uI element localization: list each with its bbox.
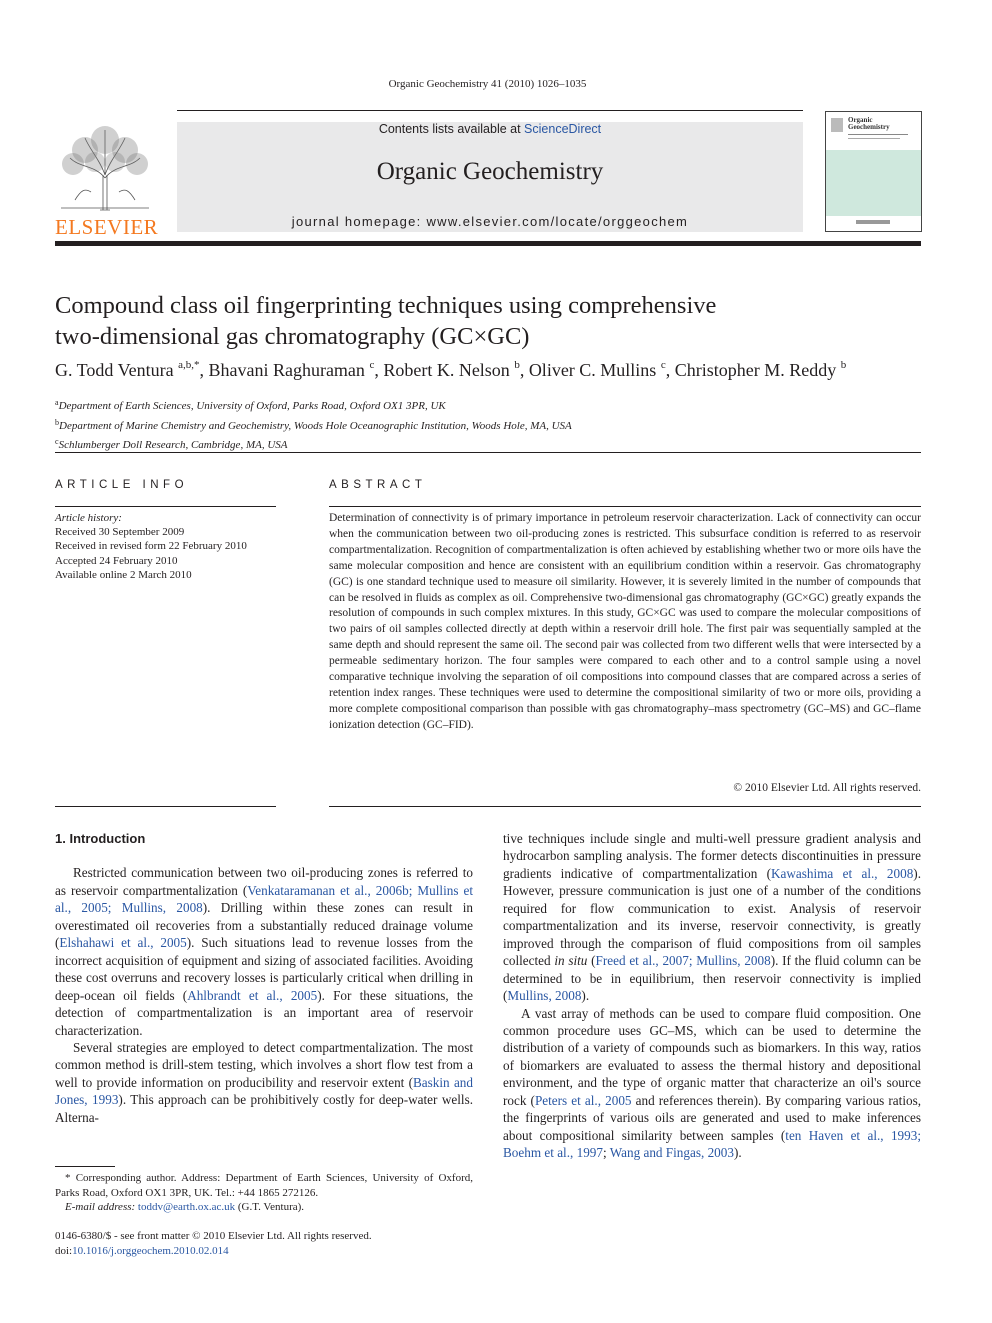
revised-date: Received in revised form 22 February 2010 [55, 540, 247, 553]
citation-link[interactable]: Kawashima et al., 2008 [771, 865, 914, 881]
body-left-column [55, 830, 473, 1126]
article-info-bottom-rule [55, 806, 276, 807]
author-list: G. Todd Ventura $^{a,b,*}$, Bhavani Raghuraman $^c$, Robert K. Nelson $^b$, Oliver C. Mullins $^c$, Christopher M. Reddy $^b$ [55, 359, 847, 380]
abstract-rule [329, 506, 921, 507]
author[interactable]: Bhavani Raghuraman $^c$ [208, 359, 375, 380]
author[interactable]: G. Todd Ventura $^{a,b,*}$ [55, 359, 200, 380]
affiliation: $^b$Department of Marine Chemistry and Geochemistry, Woods Hole Oceanographic Institution, Woods Hole, MA, USA [55, 417, 572, 432]
section-heading: 1. Introduction [55, 831, 146, 846]
paragraph: Several strategies are employed to detect compartmentalization. The most common method is drill-stem testing, which involves a short flow test from a well to provide information on producibility and reservoir extent (Baskin and Jones, 1993). This approach can be prohibitively costly for deep-water wells. Alterna- [55, 1039, 473, 1125]
abstract-text: Determination of connectivity is of primary importance in petroleum reservoir characterization. Lack of connectivity can occur when the communication between two oil-producing zones is restricted. This subsurface condition is referred to as reservoir compartmentalization. Recognition of compartmentalization is often achieved by establishing whether two or more oils have the same molecular composition and hence are consistent with an equilibrium condition within a reservoir. Gas chromatography (GC) is one standard technique used to measure oil similarity. However, it is severely limited in the number of compounds that can be resolved in fluids as complex as oil. Comprehensive two-dimensional gas chromatography (GC×GC) greatly expands the resolution of compounds in such complex mixtures. In this study, GC×GC was used to compare the molecular compositions of two pairs of oil samples collected directly at depth within a reservoir drill hole. The first pair was sequentially sampled at the same depth and should represent the same oil. The second pair was collected from two different wells that were intersected by a permeable sedimentary horizon. The four samples were compared to each other and to a control sample using a novel comparative technique involving the separation of oil compositions into compound classes that are compared across a series of retention index ranges. These techniques were used to determine the compositional similarity of two or more oils, providing a more complete compositional comparison than possible with gas chromatography–mass spectrometry (GC–MS) and GC–flame ionization detection (GC–FID). [329, 512, 921, 731]
article-info-heading: ARTICLE INFO [55, 479, 189, 491]
cover-green-panel [826, 150, 921, 216]
journal-citation: Organic Geochemistry 41 (2010) 1026–1035 [388, 78, 587, 90]
received-date: Received 30 September 2009 [55, 526, 185, 539]
citation-link[interactable]: Mullins, 2008 [507, 988, 582, 1004]
affiliations [55, 395, 921, 454]
article-history: Article history: Received 30 September 2009 Received in revised form 22 February 2010 Accepted 24 February 2010 Available online 2 March 2010 [55, 511, 276, 582]
paragraph: A vast array of methods can be used to compare fluid composition. One common procedure uses GC–MS, which can be used to determine the distribution of a variety of compounds such as biomarkers. In this way, ratios of biomarkers are evaluated to assess the thermal history and depositional environment, and the type of organic matter that characterize an oil's source rock (Peters et al., 2005 and references therein). By comparing various ratios, the fingerprints of various oils are generated and used to make inferences about compositional similarity between samples (ten Haven et al., 1993; Boehm et al., 1997; Wang and Fingas, 2003). [503, 1005, 922, 1161]
issn-doi: 0146-6380/$ - see front matter © 2010 Elsevier Ltd. All rights reserved. doi:10.1016/j.orggeochem.2010.02.014 [55, 1229, 473, 1258]
citation-link[interactable]: Peters et al., 2005 [534, 1092, 632, 1108]
affiliation: $^c$Schlumberger Doll Research, Cambridge, MA, USA [55, 437, 288, 451]
citation-link[interactable]: Ahlbrandt et al., 2005 [187, 987, 318, 1003]
header-top-rule [177, 110, 803, 111]
accepted-date: Accepted 24 February 2010 [55, 554, 178, 567]
journal-cover-thumbnail[interactable] [825, 111, 922, 232]
citation-link[interactable]: ten Haven et al., 1993; Boehm et al., 1997 [503, 1127, 921, 1161]
header-thick-rule [55, 241, 921, 246]
paragraph: tive techniques include single and multi-well pressure gradient analysis and hydrocarbon sampling analysis. The former detects discontinuities in pressure gradients indicative of compartmentalization (Kawashima et al., 2008). However, pressure communication is just one of a number of the conditions required for flow communication to exist. Analysis of reservoir compartmentalization and its inverse, reservoir connectivity, is greatly improved through the comparison of fluid compositions from oil samples collected in situ (Freed et al., 2007; Mullins, 2008). If the fluid column can be determined to be in equilibrium, then reservoir connectivity is implied (Mullins, 2008). [503, 831, 921, 1004]
footnote-rule [55, 1166, 115, 1167]
article-info-rule [55, 506, 276, 507]
journal-name: Organic Geochemistry [376, 158, 604, 185]
elsevier-wordmark: ELSEVIER [55, 215, 159, 239]
abstract-bottom-rule [329, 806, 921, 807]
paragraph: Restricted communication between two oil-producing zones is referred to as reservoir compartmentalization (Venkataramanan et al., 2006b; Mullins et al., 2005; Mullins, 2008). Drilling within these zones can result in overestimated oil recoveries from a substantially reduced drainage volume (Elshahawi et al., 2005). Such situations lead to revenue losses from the incorrect acquisition of equipment and sizing of associated facilities. Avoiding these cost overruns and recovery losses is particularly critical when drilling in deep-ocean oil fields (Ahlbrandt et al., 2005). For these situations, the detection of compartmentalization is an important area of reservoir characterization. [55, 865, 473, 1038]
citation-link[interactable]: Baskin and Jones, 1993 [55, 1074, 473, 1108]
author[interactable]: Robert K. Nelson $^b$ [383, 359, 520, 380]
elsevier-logo[interactable] [55, 120, 159, 239]
email-link[interactable]: toddv@earth.ox.ac.uk [137, 1201, 236, 1213]
elsevier-tree-icon [55, 120, 155, 212]
citation-link[interactable]: Wang and Fingas, 2003 [609, 1145, 734, 1161]
cover-publisher-mark [856, 220, 890, 224]
corresponding-footnote: * Corresponding author. Address: Department of Earth Sciences, University of Oxford, Parks Road, Oxford OX1 3PR, UK. Tel.: +44 1865 272126. E-mail address: toddv@earth.ox.ac.uk (G.T. Ventura). [55, 1172, 473, 1213]
citation-link[interactable]: Elshahawi et al., 2005 [59, 935, 187, 951]
contents-prefix: Contents lists available at [378, 122, 525, 136]
abstract-heading: ABSTRACT [329, 479, 427, 491]
cover-emblem-icon [831, 118, 843, 132]
journal-banner [177, 122, 803, 232]
citation-link[interactable]: Venkataramanan et al., 2006b; Mullins et al., 2005; Mullins, 2008 [55, 882, 473, 916]
author[interactable]: Christopher M. Reddy $^b$ [674, 359, 847, 380]
author[interactable]: Oliver C. Mullins $^c$ [528, 359, 666, 380]
article-title: Compound class oil fingerprinting techniques using comprehensive two-dimensional gas chromatography (GC×GC) [55, 292, 717, 350]
cover-title: Organic Geochemistry [848, 116, 890, 131]
contents-line [177, 122, 803, 136]
citation-link[interactable]: Freed et al., 2007; Mullins, 2008 [595, 953, 771, 969]
journal-homepage[interactable]: journal homepage: www.elsevier.com/locate/orggeochem [291, 214, 689, 229]
issn-line: 0146-6380/$ - see front matter © 2010 Elsevier Ltd. All rights reserved. [55, 1230, 372, 1242]
doi-link[interactable]: 10.1016/j.orggeochem.2010.02.014 [72, 1244, 229, 1257]
sciencedirect-link[interactable]: ScienceDirect [524, 122, 602, 136]
affiliation: $^a$Department of Earth Sciences, University of Oxford, Parks Road, Oxford OX1 3PR, UK [55, 398, 446, 412]
abstract-copyright: © 2010 Elsevier Ltd. All rights reserved. [733, 782, 921, 794]
body-right-column [503, 830, 921, 1162]
online-date: Available online 2 March 2010 [55, 568, 192, 581]
section-divider [55, 452, 921, 453]
